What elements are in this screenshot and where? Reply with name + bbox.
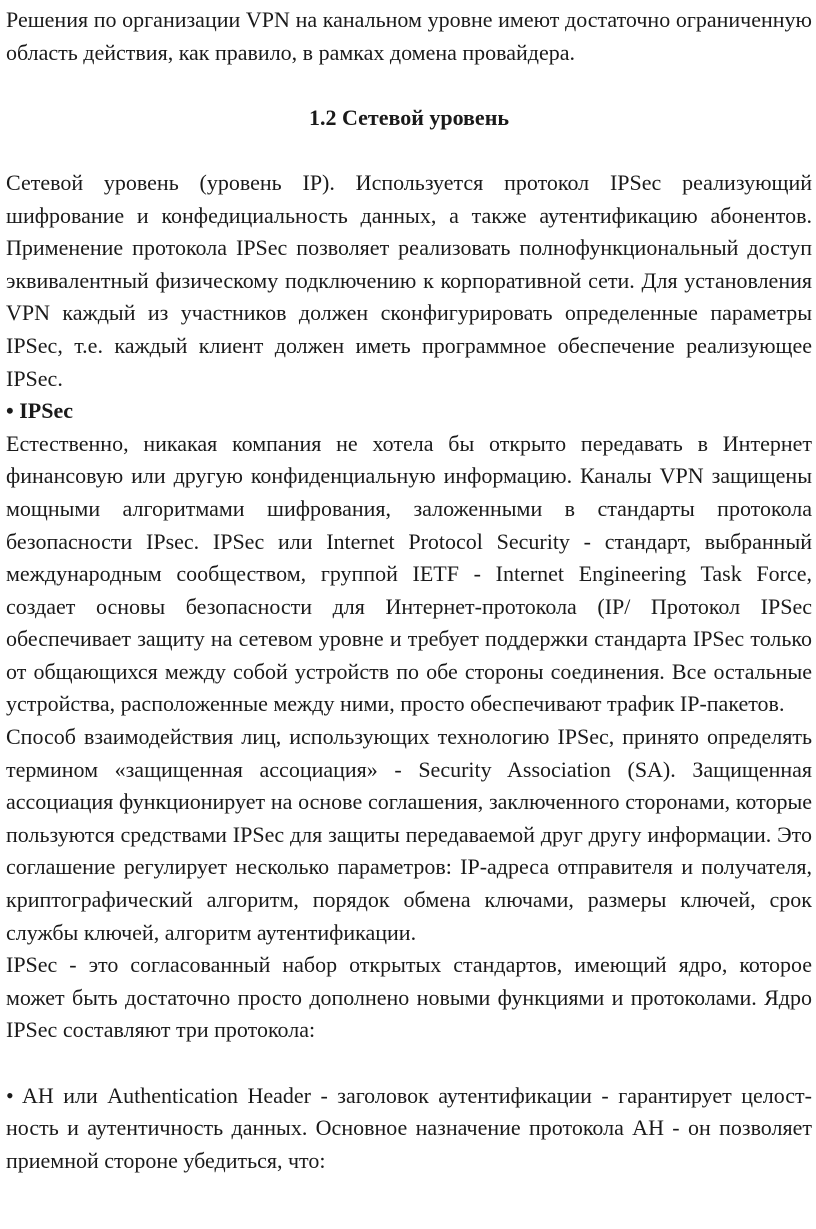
ipsec-bullet-heading: • IPSec [6, 398, 73, 424]
intro-paragraph: Решения по организации VPN на канальном уровне имеют достаточно ограниченную область действия, как правило, в рамках домена провайдера. [6, 7, 812, 65]
ah-paragraph: • AH или Authentication Header - заголовок аутентификации - гарантирует целост-ность и аутентичность данных. Основное назначение протокола AH - он позволяет приемной стороне убедиться, что: [6, 1082, 812, 1173]
ipsec-paragraph: Естественно, никакая компания не хотела бы открыто передавать в Интернет финансовую или другую конфиденциальную информацию. Каналы VPN защищены мощными алгоритмами шифрования, заложенными в стандарты протокола безопасности IPsec. IPSec или Internet Protocol Security - стандарт, выбранный международным сообществом, группой IETF - Internet Engineering Task Force, создает основы безопасности для Интернет-протокола (IP/ Протокол IPSec обеспечивает защиту на сетевом уровне и требует поддержки стандарта IPSec только от общающихся между собой устройств по обе стороны соединения. Все остальные устройства, расположенные между ними, просто обеспечивают трафик IP-пакетов. [6, 430, 812, 717]
ipsec-core-paragraph: IPSec - это согласованный набор открытых стандартов, имеющий ядро, которое может быть достаточно просто дополнено новыми функциями и протоколами. Ядро IPSec составляют три протокола: [6, 952, 812, 1043]
section-heading: 1.2 Сетевой уровень [308, 104, 510, 130]
document-page [6, 0, 812, 1177]
network-level-paragraph: Сетевой уровень (уровень IP). Используется протокол IPSec реализующий шифрование и конфедициальность данных, а также аутентификацию абонентов. Применение протокола IPSec позволяет реализовать полнофункциональный доступ эквивалентный физическому подключению к корпоративной сети. Для установления VPN каждый из участников должен сконфигурировать определенные параметры IPSec, т.е. каждый клиент должен иметь программное обеспечение реализующее IPSec. [6, 169, 812, 391]
spacer [6, 69, 812, 102]
security-association-paragraph: Способ взаимодействия лиц, использующих технологию IPSec, принято определять термином «защищенная ассоциация» - Security Association (SA). Защищенная ассоциация функционирует на основе соглашения, заключенного сторонами, которые пользуются средствами IPSec для защиты передаваемой друг другу информации. Это соглашение регулирует несколько параметров: IP-адреса отправителя и получателя, криптографический алгоритм, порядок обмена ключами, размеры ключей, срок службы ключей, алгоритм аутентификации. [6, 724, 812, 945]
spacer [6, 1047, 812, 1080]
spacer [6, 134, 812, 167]
